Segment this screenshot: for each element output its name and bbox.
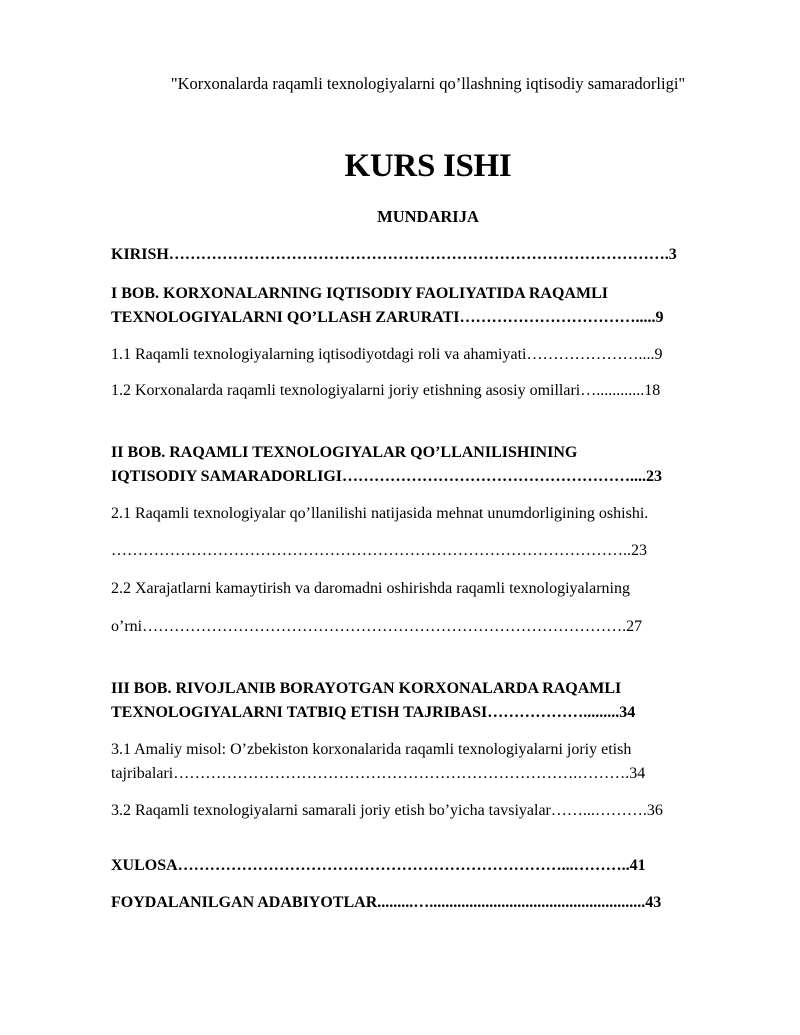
toc-heading: MUNDARIJA <box>377 207 479 226</box>
document-topic: "Korxonalarda raqamli texnologiyalarni qo’llashning iqtisodiy samaradorligi" <box>170 74 686 93</box>
toc-entry-conclusion: XULOSA………………………………………………………………...………..41 <box>111 857 646 874</box>
toc-section-2-1-line-2: ……………………………………………………………………………………..23 <box>111 542 647 559</box>
toc-section-3-1-line-1: 3.1 Amaliy misol: O’zbekiston korxonalarida raqamli texnologiyalarni joriy etish <box>111 741 632 758</box>
toc-chapter-3-line-2: TEXNOLOGIYALARNI TATBIQ ETISH TAJRIBASI……………….........34 <box>111 704 636 721</box>
toc-chapter-1-line-1: I BOB. KORXONALARNING IQTISODIY FAOLIYATIDA RAQAMLI <box>111 285 608 302</box>
toc-section-3-1-line-2: tajribalari………………………………………………………………….……….34 <box>111 765 646 782</box>
toc-chapter-1-line-2: TEXNOLOGIYALARNI QO’LLASH ZARURATI…………………………….....9 <box>111 309 664 326</box>
toc-section-2-1-line-1: 2.1 Raqamli texnologiyalar qo’llanilishi natijasida mehnat unumdorligining oshishi. <box>111 505 649 522</box>
toc-section-1-2: 1.2 Korxonalarda raqamli texnologiyalarni joriy etishning asosiy omillari…............18 <box>111 382 661 399</box>
toc-section-3-2: 3.2 Raqamli texnologiyalarni samarali joriy etish bo’yicha tavsiyalar……...……….36 <box>111 802 663 819</box>
toc-entry-references: FOYDALANILGAN ADABIYOTLAR.........…......................................................43 <box>111 894 662 911</box>
toc-chapter-2-line-1: II BOB. RAQAMLI TEXNOLOGIYALAR QO’LLANILISHINING <box>111 444 578 461</box>
toc-section-1-1: 1.1 Raqamli texnologiyalarning iqtisodiyotdagi roli va ahamiyati…………………....9 <box>111 346 663 363</box>
document-title: KURS ISHI <box>344 148 512 184</box>
toc-section-2-2-line-2: o’rni……………………………………………………………………………….27 <box>111 618 643 635</box>
toc-chapter-3-line-1: III BOB. RIVOJLANIB BORAYOTGAN KORXONALARDA RAQAMLI <box>111 680 622 697</box>
toc-chapter-2-line-2: IQTISODIY SAMARADORLIGI………………………………………………....23 <box>111 468 662 485</box>
toc-entry-intro: KIRISH………………………………………………………………………………….3 <box>111 246 677 263</box>
toc-section-2-2-line-1: 2.2 Xarajatlarni kamaytirish va daromadni oshirishda raqamli texnologiyalarning <box>111 580 630 597</box>
